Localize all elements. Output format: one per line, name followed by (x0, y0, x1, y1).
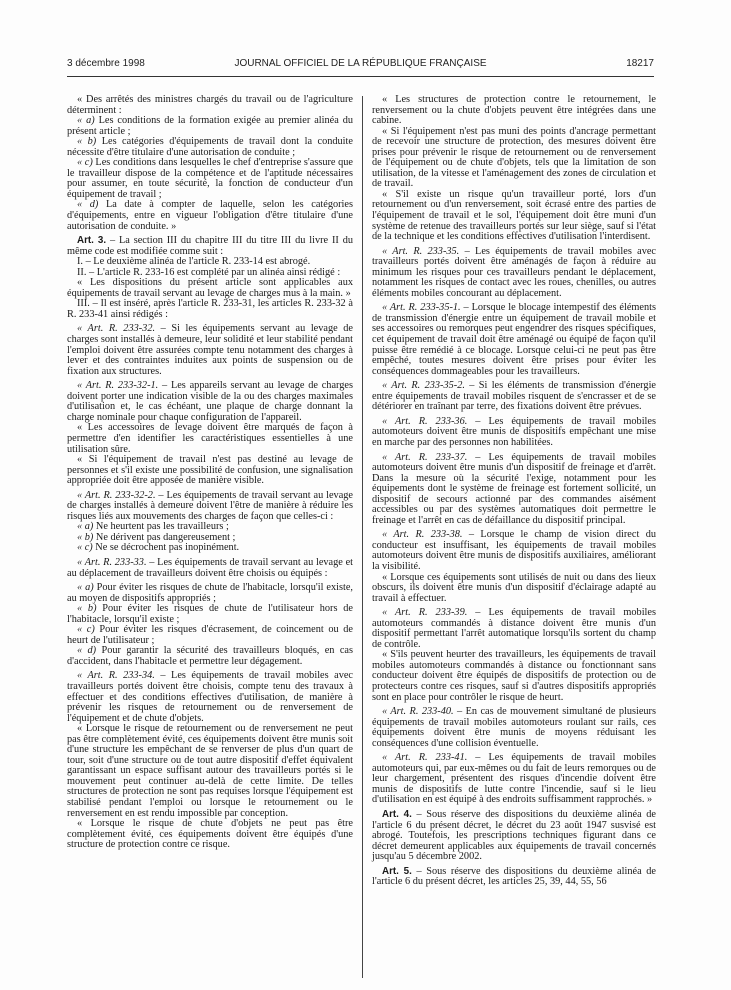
item-label: « d) (77, 199, 99, 211)
paragraph (67, 137, 353, 158)
paragraph (372, 127, 656, 190)
page-header (67, 56, 654, 76)
item-label: « b) (77, 531, 94, 543)
paragraph-text: – Les équipements de travail servant au levage de charges installés à demeure doivent l'être de manière à réduire les risques liés aux mouvements des charges de façon que celles-ci : (67, 489, 353, 522)
paragraph-text: Les catégories d'équipements de travail dont la conduite nécessite d'être titulaire d'une autorisation de conduite ; (67, 136, 353, 158)
item-label: « Art. R. 233-33. (77, 556, 147, 568)
item-label: « d) (77, 645, 97, 657)
paragraph-text: Pour éviter les risques de chute de l'utilisateur hors de l'habitacle, lorsqu'il existe ; (67, 603, 353, 625)
paragraph (372, 95, 656, 127)
item-label: « Art. R. 233-38. (382, 529, 463, 541)
paragraph (67, 604, 353, 625)
paragraph (372, 707, 656, 749)
item-label: « c) (77, 157, 93, 169)
paragraph-text: – Lorsque le blocage intempestif des éléments de transmission d'énergie entre un équipement de travail mobile et ses accessoires ou remorques peut engendrer des risques spécifiques, cet équipement de travail doit être aménagé ou équipé de façon qu'il puisse être remédié à ce blocage. Lorsque celui-ci ne peut pas être empêché, toutes mesures doivent être prises pour éviter les conséquences dommageables pour les travailleurs. (372, 302, 656, 377)
paragraph (67, 95, 353, 116)
paragraph-text: II. – L'article R. 233-16 est complété par un alinéa ainsi rédigé : (77, 266, 341, 278)
paragraph (67, 491, 353, 523)
paragraph-text: Les conditions de la formation exigée au premier alinéa du présent article ; (67, 115, 353, 137)
item-label: « c) (77, 624, 95, 636)
paragraph (67, 724, 353, 819)
paragraph-text: « Les dispositions du présent article sont applicables aux équipements de travail servant au levage de charges mus à la main. » (67, 277, 353, 299)
paragraph-text: I. – Le deuxième alinéa de l'article R. 233-14 est abrogé. (77, 256, 311, 268)
paragraph (372, 303, 656, 377)
paragraph-text: « Lorsque le risque de retournement ou de renversement ne peut pas être complètement évité, ces équipements doivent être munis soit d'une structure les empêchant de se renverser de plus d'un quart de tour, soit d'une structure ou de tout autre dispositif d'effet équivalent garantissant un espace suffisant autour des travailleurs portés si le mouvement peut continuer au-delà de cette limite. De telles structures de protection ne sont pas requises lorsque l'équipement est stabilisé pendant l'emploi ou lorsque le retournement ou le renversement en est rendu impossible par conception. (67, 723, 353, 819)
paragraph (67, 558, 353, 579)
paragraph-text: – Si les éléments de transmission d'énergie entre équipements de travail mobiles risquent de s'encrasser et de se détériorer en traînant par terre, des fixations doivent être prévues. (372, 380, 656, 413)
paragraph-text: Ne se décrochent pas inopinément. (92, 542, 240, 554)
paragraph-text: – En cas de mouvement simultané de plusieurs équipements de travail mobiles automoteurs roulant sur rails, ces équipements doivent être munis de moyens réduisant les conséquences d'une collision éventuelle. (372, 706, 656, 749)
item-label: « Art. R. 233-40. (382, 706, 454, 718)
item-label: « Art. R. 233-34. (77, 670, 155, 682)
paragraph (67, 819, 353, 851)
paragraph (67, 299, 353, 320)
journal-title: JOURNAL OFFICIEL DE LA RÉPUBLIQUE FRANÇAISE (234, 58, 487, 69)
paragraph-text: – Si les équipements servant au levage de charges sont installés à demeure, leur solidité et leur stabilité pendant l'emploi doivent être assurées compte tenu notamment des charges à lever et des contraintes induites aux points de suspension ou de fixation aux structures. (67, 323, 353, 377)
paragraph (67, 543, 353, 554)
paragraph-text: – Lorsque le champ de vision direct du conducteur est insuffisant, les équipements de travail mobiles automoteurs doivent être munis de dispositifs auxiliaires, améliorant la visibilité. (372, 529, 656, 572)
paragraph (67, 324, 353, 377)
item-label: « Art. R. 233-36. (382, 415, 468, 427)
paragraph-text: – Sous réserve des dispositions du deuxième alinéa de l'article 6 du présent décret, les articles 25, 39, 44, 55, 56 (372, 865, 656, 888)
paragraph (372, 530, 656, 572)
paragraph-text: « Des arrêtés des ministres chargés du travail ou de l'agriculture déterminent : (67, 94, 353, 116)
paragraph (67, 423, 353, 455)
paragraph-text: III. – Il est inséré, après l'article R. 233-31, les articles R. 233-32 à R. 233-41 ainsi rédigés : (67, 298, 353, 320)
paragraph (372, 650, 656, 703)
paragraph-text: – Les équipements de travail mobiles automoteurs doivent être munis de dispositifs empêchant une mise en marche par des personnes non habilitées. (372, 415, 656, 448)
paragraph (372, 247, 656, 300)
paragraph-text: – La section III du chapitre III du titre III du livre II du même code est modifiée comme suit : (67, 235, 354, 257)
paragraph-text: – Les équipements de travail mobiles automoteurs qui, par eux-mêmes ou du fait de leurs remorques ou de leur chargement, présentent des risques d'incendie doivent être munis de dispositifs de lutte contre l'incendie, sauf si le lieu d'utilisation en est équipé à des endroits suffisamment rapprochés. » (372, 752, 656, 806)
item-label: « Art. R. 233-32-2. (77, 489, 156, 501)
paragraph-text: « S'ils peuvent heurter des travailleurs, les équipements de travail mobiles automoteurs commandés à distance ou fonctionnant sans conducteur doivent être équipés de dispositifs de protection ou de protecteurs contre ces risques, sauf si d'autres dispositifs appropriés sont en place pour contrôler le risque de heurt. (372, 649, 656, 703)
paragraph (67, 646, 353, 667)
paragraph-text: Ne heurtent pas les travailleurs ; (93, 521, 229, 533)
paragraph-text: Ne dérivent pas dangereusement ; (93, 531, 236, 543)
item-label: « a) (77, 521, 94, 533)
paragraph-text: – Les équipements de travail mobiles avec travailleurs portés doivent être aménagés de façon à réduire au minimum les risques pour ces travailleurs pendant le déplacement, notamment les risques de contact avec les roues, chenilles, ou autres éléments mobiles concourant au déplacement. (372, 245, 656, 299)
paragraph (67, 625, 353, 646)
article-number: Art. 4. (382, 809, 412, 820)
right-column (372, 95, 656, 888)
paragraph (67, 278, 353, 299)
paragraph (67, 455, 353, 487)
item-label: « Art. R. 233-35-1. (382, 302, 461, 314)
paragraph-text: – Les équipements de travail mobiles avec travailleurs portés doivent être choisis, compte tenu des travaux à effectuer et des conditions effectives d'utilisation, de manière à prévenir les risques de retournement ou de renversement de l'équipement et de chute d'objets. (67, 670, 354, 724)
item-label: « Art. R. 233-35-2. (382, 380, 465, 392)
paragraph-text: – Les équipements de travail mobiles automoteurs doivent être munis d'un dispositif de freinage et d'arrêt. Dans la mesure où la sécurité l'exige, notamment pour les équipements dont le système de freinage est fortement sollicité, un dispositif de secours actionné par des commandes aisément accessibles ou par des systèmes automatiques doit permettre le freinage et l'arrêt en cas de défaillance du dispositif principal. (372, 451, 656, 526)
paragraph (67, 583, 353, 604)
paragraph (67, 200, 353, 232)
left-column (67, 95, 353, 851)
paragraph (67, 158, 353, 200)
item-label: « Art. R. 233-32. (77, 323, 156, 335)
column-divider (362, 96, 363, 978)
paragraph (372, 608, 656, 650)
paragraph-text: « Si l'équipement n'est pas muni des points d'ancrage permettant de recevoir une structure de protection, des mesures doivent être prises pour prévenir le risque de retournement ou de renversement de l'équipement ou de chute d'objets, tels que la limitation de son utilisation, de la vitesse et l'aménagement des zones de circulation et de travail. (372, 125, 656, 190)
paragraph-text: – Les appareils servant au levage de charges doivent porter une indication visible de la ou des charges maximales d'utilisation et, le cas échéant, une plaque de charge donnant la charge nominale pour chaque configuration de l'appareil. (67, 380, 353, 423)
paragraph-text: – Sous réserve des dispositions du deuxième alinéa de l'article 6 du présent décret, le décret du 23 août 1947 susvisé est abrogé. Toutefois, les prescriptions techniques figurant dans ce décret demeurent applicables aux équipements de travail concernés jusqu'au 5 décembre 2002. (372, 809, 656, 863)
paragraph (372, 453, 656, 527)
article-number: Art. 5. (382, 865, 412, 877)
item-label: « Art. R. 233-39. (382, 607, 468, 619)
paragraph-text: « Lorsque ces équipements sont utilisés de nuit ou dans des lieux obscurs, ils doivent être munis d'un dispositif d'éclairage adapté au travail à effectuer. (372, 571, 656, 604)
item-label: « b) (77, 136, 97, 148)
paragraph-text: – Les équipements de travail servant au levage et au déplacement de travailleurs doivent être choisis ou équipés : (67, 556, 354, 579)
paragraph (67, 381, 353, 423)
paragraph-text: La date à compter de laquelle, selon les catégories d'équipements, entre en vigueur l'obligation d'être titulaire d'une autorisation de conduite. » (67, 199, 353, 232)
paragraph-text: Pour éviter les risques d'écrasement, de coincement ou de heurt de l'utilisateur ; (67, 624, 353, 646)
paragraph (372, 573, 656, 605)
page-number: 18217 (626, 58, 654, 69)
issue-date: 3 décembre 1998 (67, 58, 145, 69)
paragraph (67, 671, 353, 724)
header-rule (67, 76, 654, 77)
paragraph (372, 190, 656, 243)
paragraph (372, 417, 656, 449)
item-label: « c) (77, 542, 93, 554)
item-label: « a) (77, 582, 94, 594)
article-number: Art. 3. (77, 235, 107, 247)
paragraph-text: « S'il existe un risque qu'un travailleur porté, lors d'un retournement ou d'un renversement, soit écrasé entre des parties de l'équipement de travail et le sol, l'équipement doit être muni d'un système de retenue des travailleurs portés sur leur siège, sauf si l'état de la technique et les conditions effectives d'utilisation l'interdisent. (372, 188, 656, 243)
paragraph-text: Les conditions dans lesquelles le chef d'entreprise s'assure que le travailleur dispose de la compétence et de l'aptitude nécessaires pour assumer, en toute sécurité, la fonction de conducteur d'un équipement de travail ; (67, 157, 353, 200)
paragraph-text: « Les structures de protection contre le retournement, le renversement ou la chute d'objets peuvent être intégrées dans une cabine. (372, 94, 656, 127)
paragraph (372, 867, 656, 888)
item-label: « Art. R. 233-32-1. (77, 380, 159, 392)
paragraph (372, 753, 656, 806)
item-label: « a) (77, 115, 95, 127)
item-label: « Art. R. 233-41. (382, 752, 468, 764)
item-label: « Art. R. 233-37. (382, 451, 468, 463)
paragraph-text: Pour garantir la sécurité des travailleurs bloqués, en cas d'accident, dans l'habitacle et permettre leur dégagement. (67, 645, 353, 667)
paragraph (67, 236, 353, 257)
paragraph-text: « Si l'équipement de travail n'est pas destiné au levage de personnes et s'il existe une possibilité de confusion, une signalisation appropriée doit être apposée de manière visible. (67, 454, 353, 487)
paragraph-text: – Les équipements de travail mobiles automoteurs commandés à distance doivent être munis d'un dispositif permettant l'arrêt automatique lorsqu'ils sortent du champ de contrôle. (372, 607, 656, 650)
paragraph-text: « Les accessoires de levage doivent être marqués de façon à permettre d'en identifier les caractéristiques essentielles à une utilisation sûre. (67, 422, 353, 455)
item-label: « b) (77, 603, 97, 615)
item-label: « Art. R. 233-35. (382, 245, 460, 257)
paragraph (372, 381, 656, 413)
paragraph (372, 810, 656, 863)
paragraph-text: Pour éviter les risques de chute de l'habitacle, lorsqu'il existe, au moyen de dispositifs appropriés ; (67, 582, 353, 604)
paragraph (67, 116, 353, 137)
paragraph-text: « Lorsque le risque de chute d'objets ne peut pas être complètement évité, ces équipements doivent être équipés d'une structure de protection contre ce risque. (67, 818, 353, 851)
